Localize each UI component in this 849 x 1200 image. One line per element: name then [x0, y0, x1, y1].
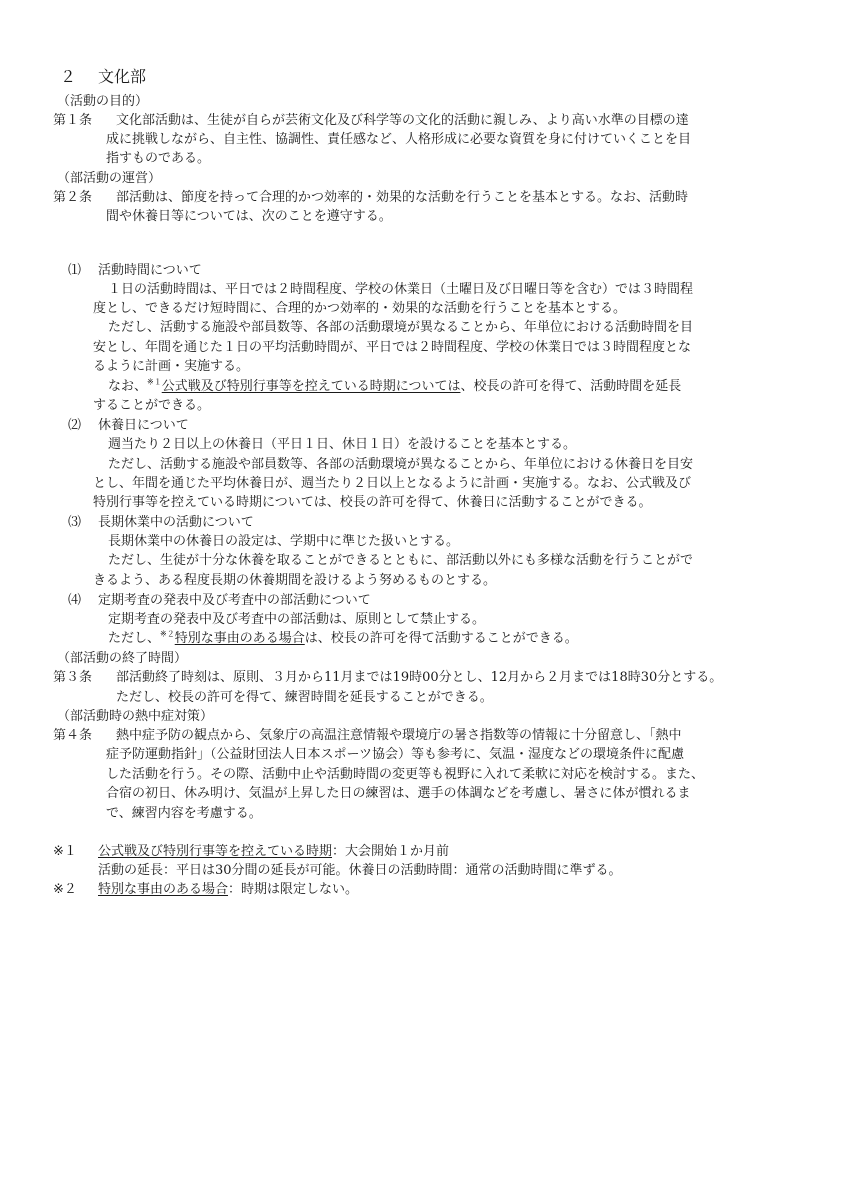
item-4-paragraph-line — [108, 629, 578, 648]
article-1-line: 成に挑戦しながら、自主性、協調性、責任感など、人格形成に必要な資質を身に付けていくことを目 — [106, 132, 692, 147]
footnote-2-mark: ※２ — [160, 629, 175, 639]
note-2-text: ：時期は限定しない。 — [228, 882, 359, 897]
note-2-mark: ※２ — [53, 882, 77, 897]
article-2-line: 間や休養日等については、次のことを遵守する。 — [106, 209, 392, 224]
item-2-paragraph-line: 特別行事等を控えている時期については、校長の許可を得て、休養日に活動することができる。 — [93, 495, 652, 510]
item-2-paragraph-line: ただし、活動する施設や部員数等、各部の活動環境が異なることから、年単位における休養日を目安 — [108, 457, 694, 472]
article-4-line: 症予防運動指針」（公益財団法人日本スポーツ協会）等も参考に、気温・湿度などの環境条件に配慮 — [106, 747, 684, 762]
item-3-paragraph-line: ただし、生徒が十分な休養を取ることができるとともに、部活動以外にも多様な活動を行うことがで — [108, 553, 694, 568]
item-4-text: は、校長の許可を得て活動することができる。 — [304, 631, 578, 646]
article-4-line: 合宿の初日、休み明け、気温が上昇した日の練習は、選手の体調などを考慮し、暑さに体が慣れるま — [106, 786, 691, 801]
item-1-text: なお、 — [108, 379, 148, 394]
article-1-heading: （活動の目的） — [57, 94, 149, 109]
item-1-paragraph-line: することができる。 — [93, 398, 211, 413]
item-4-number: ⑷ — [68, 593, 82, 608]
item-3-title: 長期休業中の活動について — [98, 515, 254, 530]
footnote-1-mark: ※１ — [147, 377, 162, 387]
article-2-label: 第２条 — [53, 190, 93, 205]
item-4-paragraph-line: 定期考査の発表中及び考査中の部活動は、原則として禁止する。 — [108, 612, 486, 627]
article-3-heading: （部活動の終了時間） — [57, 651, 188, 666]
item-1-paragraph-line: １日の活動時間は、平日では２時間程度、学校の休業日（土曜日及び日曜日等を含む）では３時間程 — [108, 282, 694, 297]
article-1-line: 指すものである。 — [106, 151, 211, 166]
note-2-line — [98, 880, 358, 899]
item-2-number: ⑵ — [68, 418, 82, 433]
item-1-paragraph-line: 安とし、年間を通じた１日の平均活動時間が、平日では２時間程度、学校の休業日では３時間程度とな — [93, 340, 692, 355]
article-1-label: 第１条 — [53, 113, 93, 128]
article-3-line: ただし、校長の許可を得て、練習時間を延長することができる。 — [116, 690, 493, 705]
item-2-paragraph-line: とし、年間を通じた平均休養日が、週当たり２日以上となるように計画・実施する。なお、公式戦及び — [93, 476, 692, 491]
item-1-title: 活動時間について — [98, 263, 202, 278]
article-4-line: した活動を行う。その際、活動中止や活動時間の変更等も視野に入れて柔軟に対応を検討する。また、 — [106, 767, 705, 782]
underlined-term: 特別な事由のある場合 — [174, 631, 305, 646]
item-1-number: ⑴ — [68, 263, 82, 278]
item-4-text: ただし、 — [108, 631, 161, 646]
note-1-line — [98, 842, 449, 861]
item-2-title: 休養日について — [98, 418, 189, 433]
section-title: 文化部 — [98, 67, 147, 86]
item-3-paragraph-line: 長期休業中の休養日の設定は、学期中に準じた扱いとする。 — [108, 534, 460, 549]
note-1-mark: ※１ — [53, 844, 77, 859]
item-1-paragraph-line — [108, 377, 681, 396]
item-4-title: 定期考査の発表中及び考査中の部活動について — [98, 593, 371, 608]
underlined-term: 公式戦及び特別行事等を控えている時期については — [161, 379, 461, 394]
article-3-label: 第３条 — [53, 670, 93, 685]
underlined-term: 公式戦及び特別行事等を控えている時期 — [98, 844, 333, 859]
article-4-heading: （部活動時の熱中症対策） — [57, 709, 214, 724]
item-3-number: ⑶ — [68, 515, 82, 530]
article-2-heading: （部活動の運営） — [57, 171, 162, 186]
article-1-line: 文化部活動は、生徒が自らが芸術文化及び科学等の文化的活動に親しみ、より高い水準の目標の達 — [116, 113, 689, 128]
note-1-line: 活動の延長：平日は30分間の延長が可能。休養日の活動時間：通常の活動時間に準ずる。 — [98, 863, 622, 878]
item-1-text: 、校長の許可を得て、活動時間を延長 — [460, 379, 682, 394]
underlined-term: 特別な事由のある場合 — [98, 882, 229, 897]
item-1-paragraph-line: ただし、活動する施設や部員数等、各部の活動環境が異なることから、年単位における活動時間を目 — [108, 320, 694, 335]
note-1-text: ：大会開始１か月前 — [332, 844, 450, 859]
item-2-paragraph-line: 週当たり２日以上の休養日（平日１日、休日１日）を設けることを基本とする。 — [108, 437, 577, 452]
section-heading — [60, 67, 146, 86]
section-number: ２ — [60, 67, 77, 86]
item-1-paragraph-line: るように計画・実施する。 — [93, 359, 250, 374]
article-4-line: で、練習内容を考慮する。 — [106, 806, 262, 821]
item-1-paragraph-line: 度とし、できるだけ短時間に、合理的かつ効率的・効果的な活動を行うことを基本とする。 — [93, 301, 627, 316]
article-2-line: 部活動は、節度を持って合理的かつ効率的・効果的な活動を行うことを基本とする。なお、活動時 — [116, 190, 689, 205]
item-3-paragraph-line: きるよう、ある程度長期の休養期間を設けるよう努めるものとする。 — [93, 573, 497, 588]
article-4-label: 第４条 — [53, 728, 93, 743]
article-4-line: 熱中症予防の観点から、気象庁の高温注意情報や環境庁の暑さ指数等の情報に十分留意し、「熱中 — [116, 728, 682, 743]
article-3-line: 部活動終了時刻は、原則、３月から11月までは19時00分とし、12月から２月までは18時30分とする。 — [116, 670, 723, 685]
